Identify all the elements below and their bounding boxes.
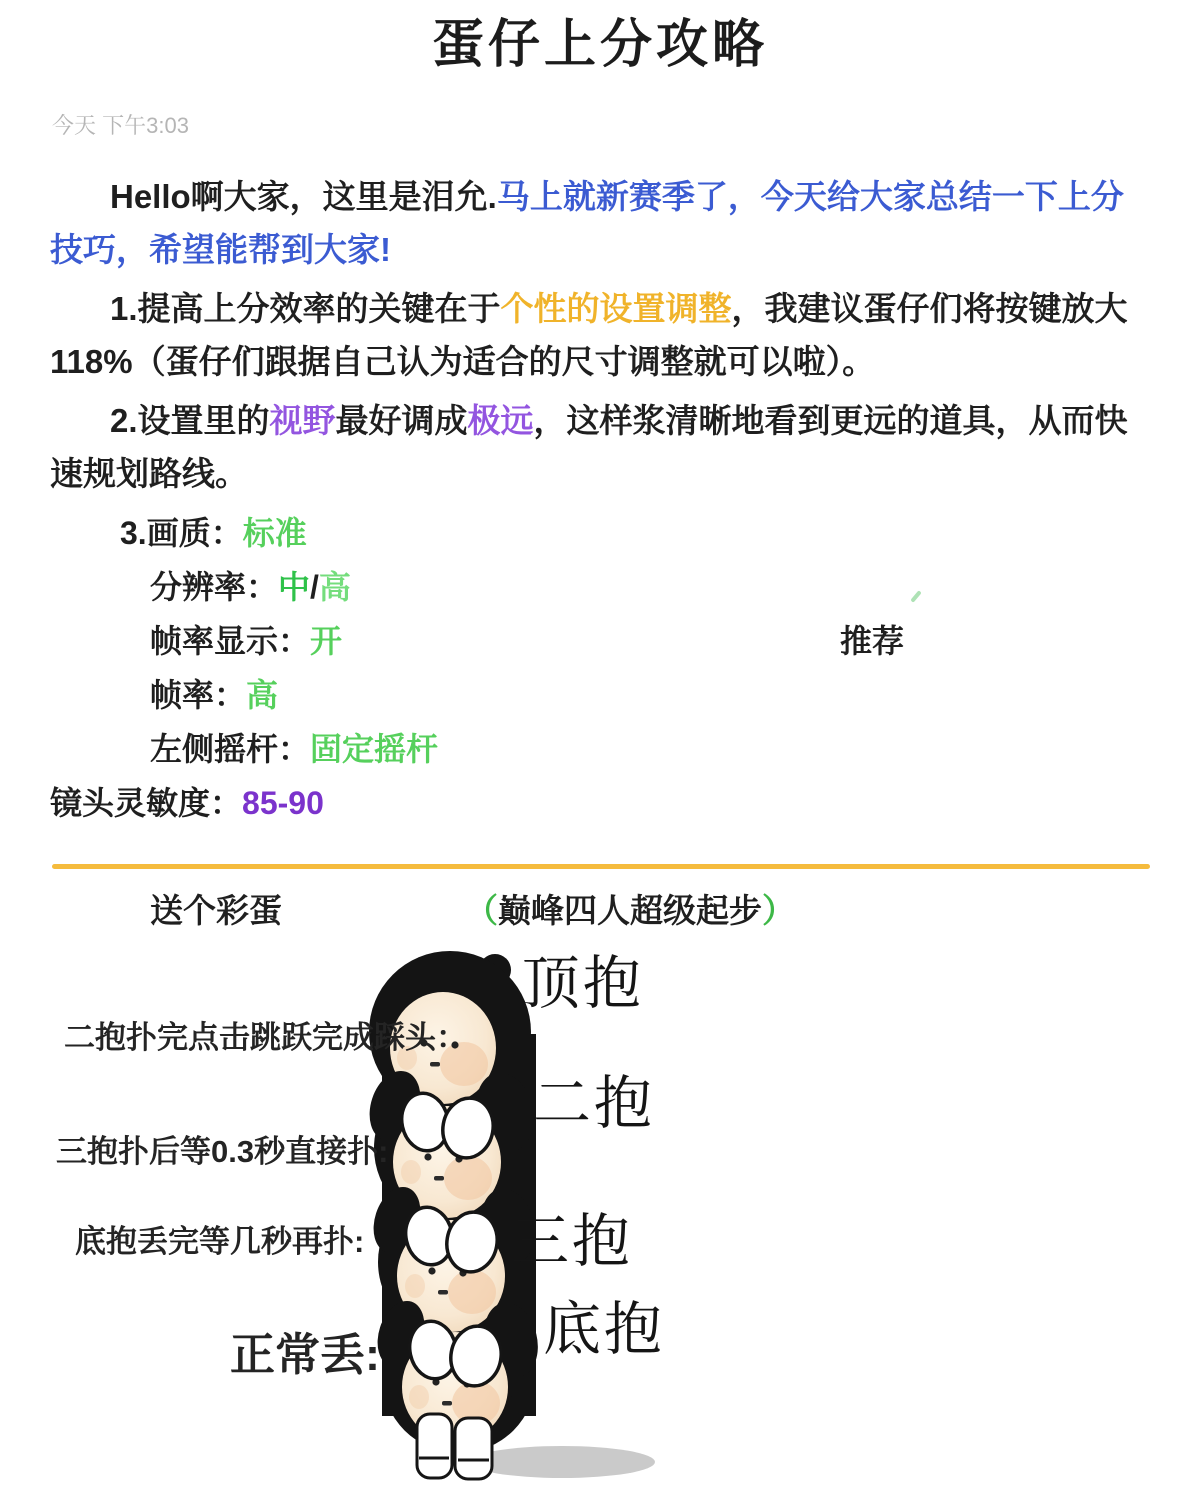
hug-tip-bottom: 底抱丢完等几秒再扑: <box>75 1224 365 1259</box>
meme-figure <box>0 940 1200 1487</box>
setting-quality-value: 标准 <box>242 515 307 551</box>
setting-sensitivity-label: 镜头灵敏度： <box>50 785 243 821</box>
tip2-paragraph <box>50 394 1145 500</box>
tip2-term-far: 极远 <box>467 402 534 439</box>
bonus-subtitle <box>465 883 795 938</box>
settings-list <box>50 506 1145 830</box>
tip2-term-vision: 视野 <box>269 402 336 439</box>
hug-label-bottom: 底抱 <box>543 1297 666 1362</box>
section-divider <box>52 864 1150 869</box>
setting-resolution-high: 高 <box>318 569 351 605</box>
tip1-paragraph <box>50 282 1145 388</box>
hug-tip-normal: 正常丢: <box>230 1329 380 1380</box>
setting-joystick-value: 固定摇杆 <box>310 731 439 767</box>
tip2-middle: 最好调成 <box>335 402 468 439</box>
intro-paragraph <box>50 170 1145 276</box>
intro-text-blue: 马上就新赛季了，今天给大家总结一下上分技巧，希望能帮到大家! <box>50 178 1124 268</box>
setting-sensitivity-value: 85-90 <box>242 785 324 821</box>
note-body <box>0 170 1200 830</box>
setting-sensitivity <box>50 776 1145 830</box>
setting-fps-display <box>150 614 1145 668</box>
tip1-suffix: ，我建议蛋仔们将按键放大118%（蛋仔们跟据自己认为适合的尺寸调整就可以啦）。 <box>50 290 1128 380</box>
setting-fps-label: 帧率： <box>150 677 247 713</box>
timestamp: 今天 下午3:03 <box>52 113 189 138</box>
close-paren: ） <box>762 892 795 929</box>
tip2-prefix: 2.设置里的 <box>110 402 270 439</box>
bonus-caption <box>0 883 1200 938</box>
setting-resolution <box>150 560 1145 614</box>
setting-resolution-label: 分辨率： <box>150 569 279 605</box>
hug-tip-third: 三抱扑后等0.3秒直接扑: <box>56 1134 389 1169</box>
hug-label-third: 三抱 <box>511 1209 634 1274</box>
setting-resolution-mid: 中 <box>278 569 311 605</box>
setting-fps <box>150 668 1145 722</box>
ground-shadow <box>469 1446 655 1478</box>
bonus-subtitle-text: 巅峰四人超级起步 <box>498 892 762 929</box>
setting-resolution-slash: / <box>310 569 319 605</box>
page-title: 蛋仔上分攻略 <box>431 16 768 74</box>
hug-tip-second: 二抱扑完点击跳跃完成踩头： <box>64 1020 467 1055</box>
setting-fps-display-value: 开 <box>310 623 343 659</box>
setting-quality-label: 3.画质： <box>120 515 243 551</box>
setting-quality <box>120 506 1145 560</box>
bonus-heading: 送个彩蛋 <box>150 892 282 929</box>
tip1-highlight: 个性的设置调整 <box>500 290 732 327</box>
setting-joystick-label: 左侧摇杆： <box>150 731 311 767</box>
setting-fps-value: 高 <box>246 677 279 713</box>
setting-joystick <box>150 722 1145 776</box>
open-paren: （ <box>465 892 498 929</box>
tip2-suffix: ，这样浆清晰地看到更远的道具，从而快速规划路线。 <box>50 402 1128 492</box>
hug-label-second: 二抱 <box>533 1071 656 1136</box>
hug-label-top: 顶抱 <box>522 951 645 1016</box>
intro-text-black: Hello啊大家，这里是泪允. <box>110 178 497 215</box>
tip1-prefix: 1.提高上分效率的关键在于 <box>110 290 501 327</box>
setting-fps-display-label: 帧率显示： <box>150 623 311 659</box>
recommend-note: 推荐 <box>840 623 905 659</box>
